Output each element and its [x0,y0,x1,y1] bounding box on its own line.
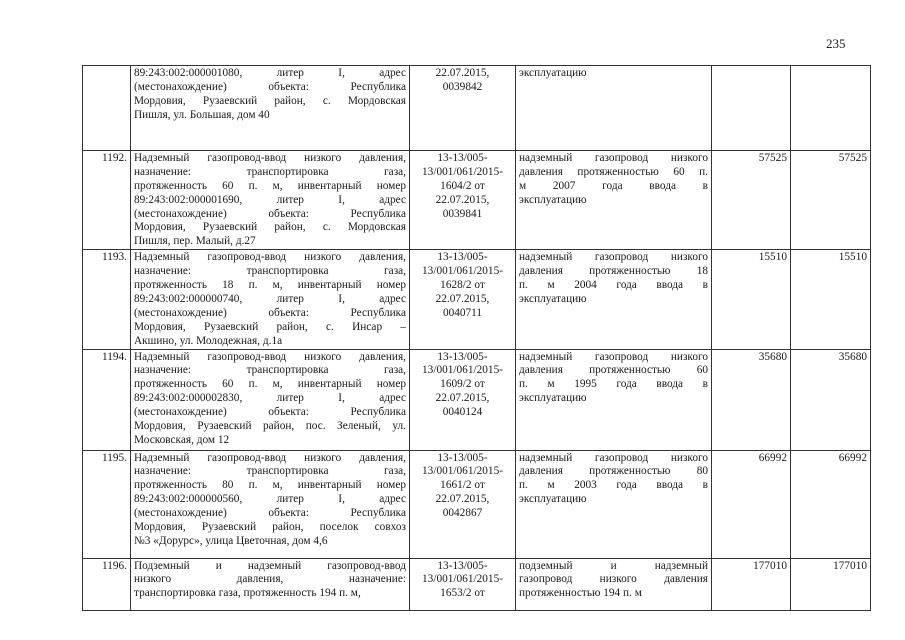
residual-value: 35680 [791,349,871,450]
object-characteristics [516,450,712,558]
registration-line: 1628/2 от [440,279,485,292]
registration-line: 13/001/061/2015- [422,573,503,586]
registration-line: 1653/2 от [440,587,485,600]
characteristics-line: эксплуатацию [519,292,587,305]
characteristics-line: подземный и надземный [519,559,708,572]
object-description [131,558,410,610]
table-row [83,151,871,250]
row-number: 1196. [83,558,131,610]
description-line: 89:243:002:000000560, литер I, адрес [134,493,406,506]
description-line: назначение: транспортировка газа, [134,465,406,478]
description-line: (местонахождение) объекта: Республика [134,207,406,220]
registration-line: 13/001/061/2015- [422,165,503,178]
registration-record [410,558,516,610]
description-line: Мордовия, Рузаевский район, поселок совхоз [134,520,406,533]
description-line: №3 «Дорурс», улица Цветочная, дом 4,6 [134,534,328,547]
registration-line: 13/001/061/2015- [422,265,503,278]
description-line: Надземный газопровод-ввод низкого давления, [134,451,406,464]
description-line: (местонахождение) объекта: Республика [134,306,406,319]
description-line: протяженность 80 п. м, инвентарный номер [134,479,406,492]
balance-value [712,66,791,151]
characteristics-line: надземный газопровод низкого [519,152,708,164]
description-line: 89:243:002:000000740, литер I, адрес [134,292,406,305]
registration-line: 13/001/061/2015- [422,364,503,377]
description-line: Мордовия, Рузаевский район, с. Инсар – [134,320,406,333]
description-line: Пишля, ул. Большая, дом 40 [134,108,270,121]
registration-line: 1609/2 от [440,378,485,391]
registration-line: 0040124 [442,406,483,419]
object-description [131,250,410,349]
registration-line: 13-13/005- [437,350,488,363]
characteristics-line: эксплуатацию [519,67,587,79]
description-line: (местонахождение) объекта: Республика [134,406,406,419]
characteristics-line: п. м 2003 года ввода в [519,479,708,492]
residual-value: 177010 [791,558,871,610]
characteristics-line: эксплуатацию [519,493,587,506]
residual-value [791,66,871,151]
description-line: (местонахождение) объекта: Республика [134,507,406,520]
registration-line: 0042867 [442,507,483,520]
description-line: протяженность 18 п. м, инвентарный номер [134,279,406,292]
page-number: 235 [826,36,846,51]
description-line: Мордовия, Рузаевский район, пос. Зеленый, ул. [134,419,406,432]
description-line: 89:243:002:000001080, литер I, адрес [134,67,406,79]
registration-line: 13-13/005- [437,251,488,264]
registration-record [410,450,516,558]
description-line: назначение: транспортировка газа, [134,364,406,377]
table-row [83,450,871,558]
row-number: 1195. [83,450,131,558]
characteristics-line: м 2007 года ввода в [519,179,708,192]
object-characteristics [516,349,712,450]
registration-record [410,250,516,349]
registry-table [82,65,871,611]
balance-value: 15510 [712,250,791,349]
object-characteristics [516,66,712,151]
registration-line: 22.07.2015, [435,193,490,206]
registration-line: 0039841 [442,207,483,220]
residual-value: 15510 [791,250,871,349]
characteristics-line: газопровод низкого давления [519,573,708,586]
description-line: назначение: транспортировка газа, [134,265,406,278]
description-line: протяженность 60 п. м, инвентарный номер [134,179,406,192]
description-line: назначение: транспортировка газа, [134,165,406,178]
description-line: Мордовия, Рузаевский район, с. Мордовская [134,94,406,107]
row-number: 1193. [83,250,131,349]
characteristics-line: эксплуатацию [519,392,587,405]
registration-record [410,349,516,450]
characteristics-line: надземный газопровод низкого [519,251,708,264]
registration-line: 0039842 [442,80,483,93]
registration-line: 1661/2 от [440,479,485,492]
characteristics-line: надземный газопровод низкого [519,451,708,464]
registration-line: 22.07.2015, [435,292,490,305]
registration-line: 22.07.2015, [435,493,490,506]
balance-value: 57525 [712,151,791,250]
registration-line: 22.07.2015, [435,392,490,405]
object-description [131,450,410,558]
registration-record [410,66,516,151]
table-row [83,349,871,450]
object-characteristics [516,558,712,610]
row-number: 1192. [83,151,131,250]
row-number [83,66,131,151]
description-line: Московская, дом 12 [134,433,230,446]
description-line: низкого давления, назначение: [134,573,406,586]
registration-line: 13-13/005- [437,559,488,572]
description-line: транспортировка газа, протяженность 194 п. м, [134,587,361,600]
characteristics-line: эксплуатацию [519,193,587,206]
characteristics-line: протяженностью 194 п. м [519,587,642,600]
registration-record [410,151,516,250]
registration-line: 13/001/061/2015- [422,465,503,478]
description-line: 89:243:002:000002830, литер I, адрес [134,392,406,405]
description-line: Надземный газопровод-ввод низкого давления, [134,350,406,363]
balance-value: 35680 [712,349,791,450]
registration-line: 22.07.2015, [435,67,490,79]
object-characteristics [516,151,712,250]
characteristics-line: п. м 2004 года ввода в [519,279,708,292]
balance-value: 177010 [712,558,791,610]
description-line: Подземный и надземный газопровод-ввод [134,559,406,572]
characteristics-line: давления протяженностью 60 [519,364,708,377]
balance-value: 66992 [712,450,791,558]
description-line: Надземный газопровод-ввод низкого давления, [134,251,406,264]
characteristics-line: давления протяженностью 80 [519,465,708,478]
registration-line: 1604/2 от [440,179,485,192]
object-description [131,349,410,450]
registration-line: 0040711 [442,306,483,319]
table-row [83,66,871,151]
row-number: 1194. [83,349,131,450]
description-line: 89:243:002:000001690, литер I, адрес [134,193,406,206]
description-line: протяженность 60 п. м, инвентарный номер [134,378,406,391]
table-row [83,558,871,610]
object-characteristics [516,250,712,349]
registration-line: 13-13/005- [437,451,488,464]
residual-value: 66992 [791,450,871,558]
description-line: Акшино, ул. Молодежная, д.1а [134,334,283,347]
description-line: Мордовия, Рузаевский район, с. Мордовская [134,221,406,234]
characteristics-line: давления протяженностью 18 [519,265,708,278]
characteristics-line: надземный газопровод низкого [519,350,708,363]
description-line: (местонахождение) объекта: Республика [134,80,406,93]
characteristics-line: давления протяженностью 60 п. [519,165,708,178]
registration-line: 13-13/005- [437,152,488,164]
object-description [131,151,410,250]
table-row [83,250,871,349]
residual-value: 57525 [791,151,871,250]
object-description [131,66,410,151]
characteristics-line: п. м 1995 года ввода в [519,378,708,391]
description-line: Надземный газопровод-ввод низкого давления, [134,152,406,164]
description-line: Пишля, пер. Малый, д.27 [134,235,256,248]
